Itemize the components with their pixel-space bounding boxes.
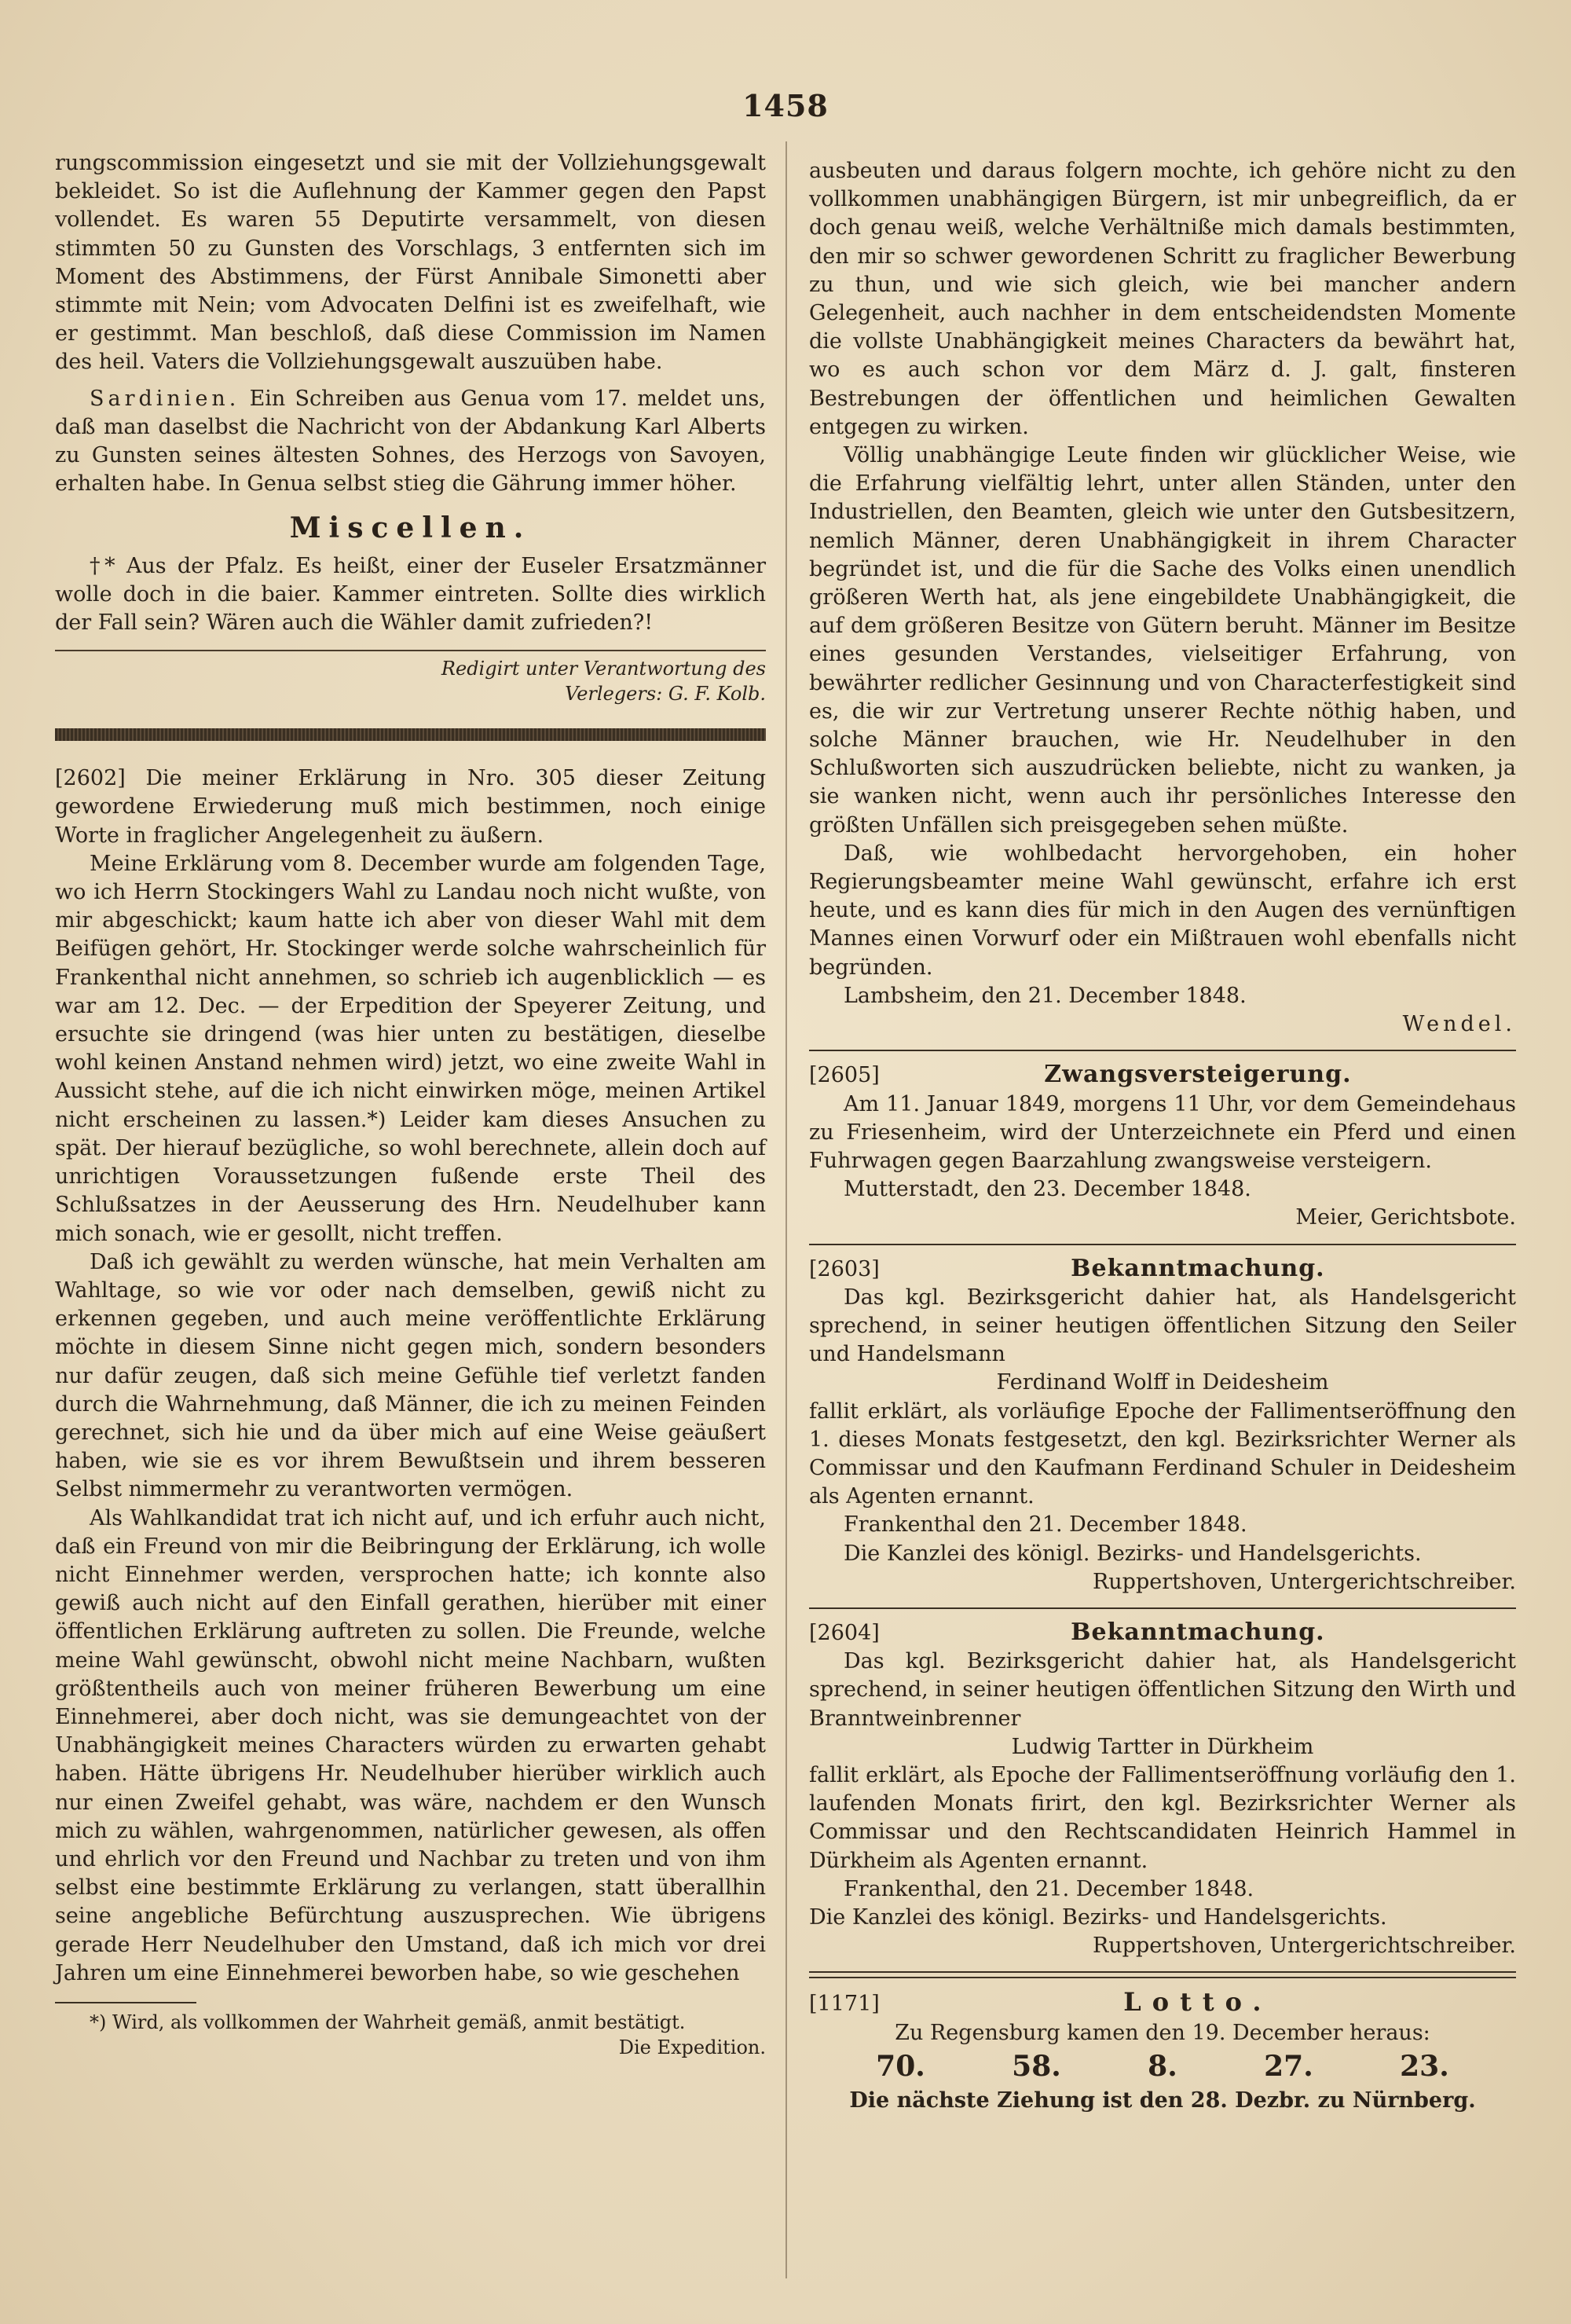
notice-2604-title: Bekanntmachung. (1071, 1618, 1325, 1646)
miscellen-heading: Miscellen. (289, 511, 532, 545)
notice-2604-number: [2604] (809, 1620, 880, 1645)
lotto-drawn-number: 58. (1012, 2049, 1061, 2083)
notice-separator (809, 1050, 1516, 1051)
editor-line-1: Redigirt unter Verantwortung des (441, 658, 766, 680)
notice-2602-continued-1: ausbeuten und daraus folgern mochte, ich gehöre nicht zu den vollkommen unabhängigen Bürgern, ist mir unbegreiflich, da er doch genau weiß, welche Verhältniße mich damals bestimmten, den mir so schwer gewordenen Schritt zu fraglicher Bewerbung zu thun, und wie sich gleich, wie bei mancher andern Gelegenheit, auch nachher in dem entscheidendsten Momente die vollste Unabhängigkeit meines Characters da bewährt hat, wo es auch schon vor dem März d. J. galt, finsteren Bestrebungen der öffentlichen und heimlichen Gewalten entgegen zu wirken. (809, 159, 1516, 439)
notice-2603-text-2: fallit erklärt, als vorläufige Epoche der Fallimentseröffnung den 1. dieses Monats festgesetzt, den kgl. Bezirksrichter Werner als Commissar und den Kaufmann Ferdinand Schuler in Deidesheim als Agenten ernannt. (809, 1398, 1516, 1509)
notice-2604-signature: Ruppertshoven, Untergerichtschreiber. (1092, 1934, 1516, 1959)
notice-2604-text-1: Das kgl. Bezirksgericht dahier hat, als Handelsgericht sprechend, in seiner heutigen öffentlichen Sitzung den Wirth und Branntweinbrenner (809, 1649, 1516, 1731)
lotto-number: [1171] (809, 1992, 880, 2017)
column-divider (786, 141, 787, 2278)
right-column (809, 157, 1516, 2115)
notice-2603-title: Bekanntmachung. (1071, 1254, 1325, 1282)
notice-2602-place-date: Lambsheim, den 21. December 1848. (844, 983, 1247, 1008)
lotto-drawn-numbers (809, 2047, 1516, 2087)
footnote-signature: Die Expedition. (618, 2036, 766, 2058)
rome-report-end: rungscommission eingesetzt und sie mit der Vollziehungsgewalt bekleidet. So ist die Auflehnung der Kammer gegen den Papst vollendet. Es waren 55 Deputirte versammelt, von diesen stimmten 50 zu Gunsten des Vorschlags, 3 entfernten sich im Moment des Abstimmens, der Fürst Annibale Simonetti aber stimmte mit Nein; vom Advocaten Delfini ist es zweifelhaft, wie er gestimmt. Man beschloß, daß diese Commission im Namen des heil. Vaters die Vollziehungsgewalt auszuüben habe. (55, 151, 766, 375)
notice-2602-text-1: Die meiner Erklärung in Nro. 305 dieser Zeitung gewordene Erwiederung muß mich bestimmen, noch einige Worte in fraglicher Angelegenheit zu äußern. (55, 766, 766, 848)
notice-2605-header (809, 1061, 1516, 1090)
notice-2603-text-1: Das kgl. Bezirksgericht dahier hat, als Handelsgericht sprechend, in seiner heutigen öffentlichen Sitzung den Seiler und Handelsmann (809, 1285, 1516, 1367)
notice-2604-office: Die Kanzlei des königl. Bezirks- und Handelsgerichts. (809, 1904, 1387, 1930)
notice-2605-text: Am 11. Januar 1849, morgens 11 Uhr, vor dem Gemeindehaus zu Friesenheim, wird der Unterzeichnete ein Pferd und einen Fuhrwagen gegen Baarzahlung zwangsweise versteigern. (809, 1091, 1516, 1173)
notice-2605-date: Mutterstadt, den 23. December 1848. (844, 1177, 1251, 1202)
notice-separator (809, 1244, 1516, 1245)
lotto-separator (809, 1971, 1516, 1978)
editor-line (55, 650, 766, 706)
notice-2603-date: Frankenthal den 21. December 1848. (844, 1512, 1247, 1538)
notice-2602-signature: Wendel. (1402, 1012, 1516, 1037)
notice-2602-number: [2602] (55, 766, 126, 791)
section-rule (55, 728, 766, 741)
lotto-header (809, 1988, 1516, 2018)
notice-2604-date: Frankenthal, den 21. December 1848. (844, 1876, 1254, 1901)
notice-2605-title: Zwangsversteigerung. (1044, 1061, 1352, 1089)
lotto-text: Zu Regensburg kamen den 19. December heraus: (895, 2020, 1430, 2045)
notice-2605-signature: Meier, Gerichtsbote. (1295, 1205, 1516, 1230)
notice-2603-office: Die Kanzlei des königl. Bezirks- und Handelsgerichts. (844, 1541, 1422, 1566)
sardinien-report (55, 385, 766, 499)
notice-2602-paragraph-2: Meine Erklärung vom 8. December wurde am folgenden Tage, wo ich Herrn Stockingers Wahl zu Landau noch nicht wußte, von mir abgeschickt; kaum hatte ich aber von dieser Wahl mit dem Beifügen gehört, Hr. Stockinger werde solche wahrscheinlich für Frankenthal nicht annehmen, so schrieb ich augenblicklich — es war am 12. Dec. — der Erpedition der Speyerer Zeitung, und ersuchte sie dringend (was hier unten zu bestätigen, dieselbe wohl keinen Anstand nehmen wird) jetzt, wo eine zweite Wahl in Aussicht stehe, auf die ich nicht einwirken möge, meinen Artikel nicht erscheinen zu lassen.*) Leider kam dieses Ansuchen zu spät. Der hierauf bezügliche, so wohl berechnete, allein doch auf unrichtigen Voraussetzungen fußende erste Theil des Schlußsatzes in der Aeusserung des Hrn. Neudelhuber kann mich sonach, wie er gesollt, nicht treffen. (55, 851, 766, 1246)
lotto-drawn-number: 23. (1400, 2049, 1449, 2083)
lotto-title: Lotto. (1123, 1987, 1273, 2018)
notice-2602-intro (55, 764, 766, 850)
editor-line-2: Verlegers: G. F. Kolb. (565, 683, 766, 706)
notice-2602-continued-2: Völlig unabhängige Leute finden wir glücklicher Weise, wie die Erfahrung vielfältig lehrt, unter allen Ständen, unter den Industriellen, den Beamten, gleich wie unter den Gutsbesitzern, nemlich Männer, deren Unabhängigkeit in ihrem Character begründet ist, und die für die Sache des Volks einen unendlich größeren Werth hat, als jene eingebildete Unabhängigkeit, die auf dem größeren Besitze von Gütern beruht. Männer im Besitze eines gesunden Verstandes, vielseitiger Erfahrung, von bewährter redlicher Gesinnung und von Characterfestigkeit sind es, die wir zur Vertretung unserer Rechte nöthig haben, und solche Männer brauchen, wie Hr. Neudelhuber in den Schlußworten sich auszudrücken beliebte, nicht zu wanken, ja sie wanken nicht, wenn auch ihr persönliches Interesse den größten Unfällen sich preisgegeben sehen müßte. (809, 443, 1516, 838)
page-number: 1458 (742, 88, 829, 123)
notice-2604-header (809, 1618, 1516, 1648)
notice-2604-text-2: fallit erklärt, als Epoche der Fallimentseröffnung vorläufig den 1. laufenden Monats firirt, den kgl. Bezirksrichter Werner als Commissar und den Rechtscandidaten Heinrich Hammel in Dürkheim als Agenten ernannt. (809, 1762, 1516, 1873)
notice-2602-paragraph-4: Als Wahlkandidat trat ich nicht auf, und ich erfuhr auch nicht, daß ein Freund von mir die Beibringung der Erklärung, ich wolle nicht Einnehmer werden, versprochen hatte; ich konnte also gewiß auch nicht auf den Einfall gerathen, hierüber mit einer öffentlichen Erklärung auftreten zu sollen. Die Freunde, welche meine Wahl gewünscht, obwohl nicht meine Nachbarn, wußten größtentheils auch von meiner früheren Bewerbung um eine Einnehmerei, aber doch nicht, was sie demungeachtet von der Unabhängigkeit meines Characters würden zu erwarten gehabt haben. Hätte übrigens Hr. Neudelhuber hierüber wirklich auch nur einen Zweifel gehabt, was wäre, nachdem er den Wunsch mich zu wählen, wahrgenommen, natürlicher gewesen, als offen und ehrlich vor den Freund und Nachbar zu treten und von ihm selbst eine bestimmte Erklärung zu verlangen, statt überallhin seine angebliche Befürchtung auszusprechen. Wie übrigens gerade Herr Neudelhuber den Umstand, daß ich mich vor drei Jahren um eine Einnehmerei beworben habe, so wie geschehen (55, 1505, 766, 1985)
miscellen-text: †* Aus der Pfalz. Es heißt, einer der Euseler Ersatzmänner wolle doch in die baier. Kammer eintreten. Sollte dies wirklich der Fall sein? Wären auch die Wähler damit zufrieden?! (55, 553, 766, 636)
notice-2604-name: Ludwig Tartter in Dürkheim (1011, 1734, 1314, 1759)
notice-2603-signature: Ruppertshoven, Untergerichtschreiber. (1092, 1569, 1516, 1594)
lotto-drawn-number: 70. (876, 2049, 925, 2083)
notice-2605-number: [2605] (809, 1063, 880, 1088)
notice-separator (809, 1607, 1516, 1609)
notice-2602-paragraph-3: Daß ich gewählt zu werden wünsche, hat mein Verhalten am Wahltage, so wie vor oder nach demselben, gewiß nicht zu erkennen gegeben, und auch meine veröffentlichte Erklärung möchte in diesem Sinne nicht gegen mich, sondern besonders nur dafür zeugen, daß sich meine Gefühle tief verletzt fanden durch die Wahrnehmung, daß Männer, die ich zu meinen Feinden gerechnet, sich hie und da über mich auf eine Weise geäußert haben, wie sie es vor ihrem Bewußtsein und ihrem besseren Selbst nimmermehr zu verantworten vermögen. (55, 1249, 766, 1502)
lotto-next-drawing: Die nächste Ziehung ist den 28. Dezbr. zu Nürnberg. (849, 2088, 1476, 2113)
notice-2603-name: Ferdinand Wolff in Deidesheim (996, 1370, 1329, 1395)
lotto-drawn-number: 8. (1148, 2049, 1177, 2083)
notice-2603-header (809, 1255, 1516, 1284)
footnote-text: *) Wird, als vollkommen der Wahrheit gemäß, anmit bestätigt. (90, 2011, 686, 2033)
notice-2602-continued-3: Daß, wie wohlbedacht hervorgehoben, ein hoher Regierungsbeamter meine Wahl gewünscht, erfahre ich erst heute, und es kann dies für mich in den Augen des vernünftigen Mannes einen Vorwurf oder ein Mißtrauen wohl ebenfalls nicht begründen. (809, 841, 1516, 980)
sardinien-label: Sardinien. (90, 386, 240, 411)
sardinien-text: Ein Schreiben aus Genua vom 17. meldet uns, daß man daselbst die Nachricht von der Abdankung Karl Alberts zu Gunsten seines ältesten Sohnes, des Herzogs von Savoyen, erhalten habe. In Genua selbst stieg die Gährung immer höher. (55, 386, 766, 497)
lotto-drawn-number: 27. (1264, 2049, 1313, 2083)
footnote-rule (55, 2002, 196, 2003)
left-column (55, 149, 766, 2060)
notice-2603-number: [2603] (809, 1256, 880, 1281)
